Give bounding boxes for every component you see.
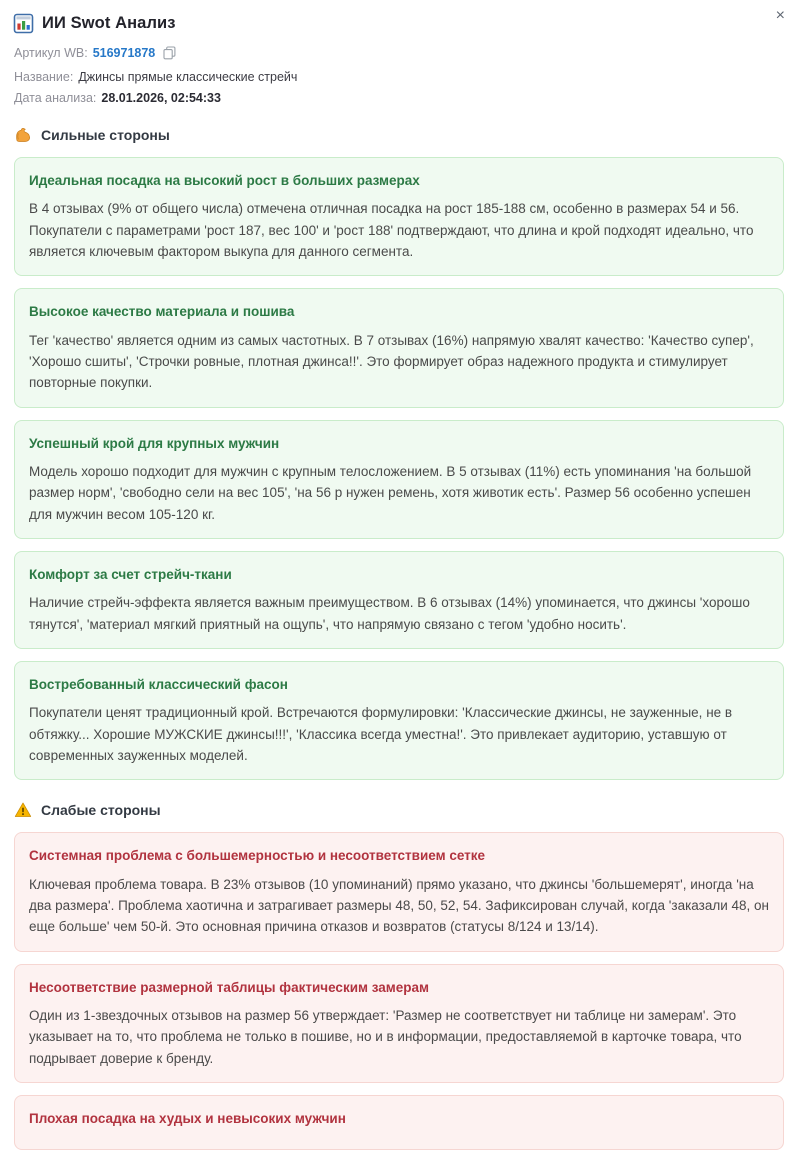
strength-card <box>14 157 784 276</box>
weakness-title: Системная проблема с большемерностью и несоответствием сетке <box>29 848 486 864</box>
strength-card <box>14 288 784 407</box>
weakness-card <box>14 832 784 951</box>
warning-icon <box>14 801 32 819</box>
article-label: Артикул WB: <box>14 46 88 60</box>
strength-card <box>14 420 784 539</box>
strength-title: Комфорт за счет стрейч-ткани <box>29 566 232 582</box>
strength-card <box>14 551 784 649</box>
strength-text: Наличие стрейч-эффекта является важным преимуществом. В 6 отзывах (14%) упоминается, что джинсы 'хорошо тянутся', 'материал мягкий приятный на ощупь', что напрямую связано с тегом 'удобно носить'. <box>29 595 750 632</box>
weakness-card <box>14 964 784 1083</box>
name-label: Название: <box>14 70 74 84</box>
product-name: Джинсы прямые классические стрейч <box>78 70 298 84</box>
analysis-date: 28.01.2026, 02:54:33 <box>101 91 221 105</box>
page-title: ИИ Swot Анализ <box>42 14 176 32</box>
name-row <box>14 70 785 84</box>
strength-text: Покупатели ценят традиционный крой. Встречаются формулировки: 'Классические джинсы, не зауженные, не в обтяжку... Хорошие МУЖСКИЕ джинсы!!!', 'Классика всегда уместна!'. Это привлекает аудиторию, уставшую от современных зауженных моделей. <box>29 705 733 763</box>
weakness-text: Ключевая проблема товара. В 23% отзывов (10 упоминаний) прямо указано, что джинсы 'большемерят', иногда 'на два размера'. Проблема хаотична и затрагивает размеры 48, 50, 52, 54. Зафиксирован случай, когда 'заказали 48, он еще больше' чем 50-й. Это основная причина отказов и возвратов (статусы 8/124 и 13/14). <box>29 876 769 935</box>
strength-text: Модель хорошо подходит для мужчин с крупным телосложением. В 5 отзывах (11%) есть упоминания 'на большой размер норм', 'свободно сели на вес 105', 'на 56 р нужен ремень, хотя животик есть'. Размер 56 особенно успешен для мужчин весом 105-120 кг. <box>29 463 752 522</box>
date-label: Дата анализа: <box>14 91 97 105</box>
strength-text: В 4 отзывах (9% от общего числа) отмечена отличная посадка на рост 185-188 см, особенно в размерах 54 и 56. Покупатели с параметрами 'рост 187, вес 100' и 'рост 188' подтверждают, что длина и крой подходят идеально, что является ключевым фактором выкупа для данного сегмента. <box>29 201 754 259</box>
strength-title: Востребованный классический фасон <box>29 676 288 692</box>
weakness-title: Несоответствие размерной таблицы фактическим замерам <box>29 979 430 995</box>
article-link[interactable]: 516971878 <box>92 46 156 60</box>
weaknesses-header-label: Слабые стороны <box>41 802 161 819</box>
header <box>14 14 785 33</box>
bar-chart-icon <box>14 14 33 33</box>
flexed-biceps-icon <box>14 126 32 144</box>
weakness-card <box>14 1095 784 1150</box>
weakness-title: Плохая посадка на худых и невысоких мужчин <box>29 1110 346 1126</box>
strength-text: Тег 'качество' является одним из самых частотных. В 7 отзывах (16%) напрямую хвалят качество: 'Качество супер', 'Хорошо сшиты', 'Строчки ровные, плотная джинса!!'. Это формирует образ надежного продукта и стимулирует повторные покупки. <box>29 332 754 391</box>
strength-title: Успешный крой для крупных мужчин <box>29 435 280 451</box>
strengths-header-label: Сильные стороны <box>41 127 170 143</box>
weaknesses-header <box>14 801 785 819</box>
strength-title: Высокое качество материала и пошива <box>29 304 295 320</box>
strength-card <box>14 661 784 780</box>
weakness-text: Один из 1-звездочных отзывов на размер 56 утверждает: 'Размер не соответствует ни таблице ни замерам'. Это указывает на то, что проблема не только в пошиве, но и в информации, предоставляемой в карточке товара, что подрывает доверие к бренду. <box>29 1007 742 1066</box>
strengths-header <box>14 126 785 144</box>
article-row <box>14 46 785 60</box>
date-row <box>14 91 785 105</box>
copy-icon[interactable] <box>160 46 176 60</box>
strength-title: Идеальная посадка на высокий рост в больших размерах <box>29 173 420 188</box>
close-icon[interactable]: × <box>772 4 789 28</box>
